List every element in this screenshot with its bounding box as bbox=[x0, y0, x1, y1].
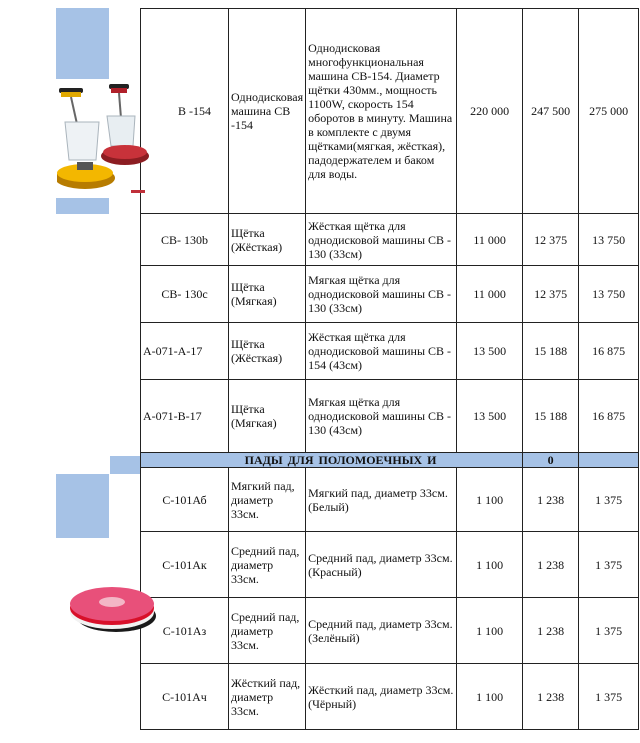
row-price-2: 1 238 bbox=[523, 598, 579, 664]
row-description: Средний пад, диаметр 33см. (Красный) bbox=[306, 532, 457, 598]
row-price-3: 1 375 bbox=[579, 468, 639, 532]
blue-block-small bbox=[56, 198, 109, 214]
row-code: А-071-В-17 bbox=[141, 380, 229, 453]
row-description: Средний пад, диаметр 33см. (Зелёный) bbox=[306, 598, 457, 664]
row-price-1: 11 000 bbox=[457, 266, 523, 323]
row-description: Мягкий пад, диаметр 33см. (Белый) bbox=[306, 468, 457, 532]
row-price-2: 1 238 bbox=[523, 468, 579, 532]
row-description: Мягкая щётка для однодисковой машины СВ - 130 (33см) bbox=[306, 266, 457, 323]
floor-pads-icon bbox=[62, 584, 158, 638]
row-description: Мягкая щётка для однодисковой машины СВ - 130 (43см) bbox=[306, 380, 457, 453]
table-row bbox=[141, 664, 639, 730]
row-name: Щётка (Мягкая) bbox=[229, 380, 306, 453]
floor-machine-icon bbox=[57, 78, 155, 200]
row-code: СВ- 130b bbox=[141, 214, 229, 266]
row-price-2: 15 188 bbox=[523, 380, 579, 453]
row-price-2: 12 375 bbox=[523, 214, 579, 266]
row-price-3: 1 375 bbox=[579, 532, 639, 598]
row-price-3: 16 875 bbox=[579, 323, 639, 380]
row-price-1: 220 000 bbox=[457, 9, 523, 214]
table-row bbox=[141, 468, 639, 532]
section-empty bbox=[579, 453, 639, 468]
blue-block-section-left bbox=[110, 456, 140, 474]
row-price-3: 275 000 bbox=[579, 9, 639, 214]
blue-block-top bbox=[56, 8, 109, 79]
blue-block-pads bbox=[56, 474, 109, 538]
table-row bbox=[141, 380, 639, 453]
row-code: С-101Аз bbox=[141, 598, 229, 664]
row-name: Щётка (Жёсткая) bbox=[229, 323, 306, 380]
row-price-1: 13 500 bbox=[457, 323, 523, 380]
row-description: Жёсткая щётка для однодисковой машины СВ - 154 (43см) bbox=[306, 323, 457, 380]
row-name: Щётка (Жёсткая) bbox=[229, 214, 306, 266]
table-row bbox=[141, 266, 639, 323]
row-price-1: 11 000 bbox=[457, 214, 523, 266]
row-price-1: 1 100 bbox=[457, 598, 523, 664]
row-description: Жёсткий пад, диаметр 33см. (Чёрный) bbox=[306, 664, 457, 730]
row-code: В -154 bbox=[141, 9, 229, 214]
row-price-1: 13 500 bbox=[457, 380, 523, 453]
price-table bbox=[140, 8, 639, 730]
row-name: Жёсткий пад, диаметр 33см. bbox=[229, 664, 306, 730]
row-price-2: 1 238 bbox=[523, 664, 579, 730]
section-header-row bbox=[141, 453, 639, 468]
table-row bbox=[141, 9, 639, 214]
row-price-1: 1 100 bbox=[457, 664, 523, 730]
table-row bbox=[141, 214, 639, 266]
row-code: С-101Аб bbox=[141, 468, 229, 532]
row-price-2: 12 375 bbox=[523, 266, 579, 323]
row-price-1: 1 100 bbox=[457, 532, 523, 598]
row-name: Средний пад, диаметр 33см. bbox=[229, 532, 306, 598]
row-price-2: 1 238 bbox=[523, 532, 579, 598]
row-code: А-071-А-17 bbox=[141, 323, 229, 380]
row-code: СВ- 130с bbox=[141, 266, 229, 323]
row-code: С-101Ач bbox=[141, 664, 229, 730]
row-price-3: 13 750 bbox=[579, 214, 639, 266]
table-row bbox=[141, 598, 639, 664]
row-description: Жёсткая щётка для однодисковой машины СВ - 130 (33см) bbox=[306, 214, 457, 266]
row-description: Однодисковая многофункциональная машина СВ-154. Диаметр щётки 430мм., мощность 1100W, скорость 154 оборотов в минуту. Машина в комплекте с двумя щётками(мягкая, жёсткая), падодержателем и баком для воды. bbox=[306, 9, 457, 214]
row-price-3: 13 750 bbox=[579, 266, 639, 323]
table-row bbox=[141, 532, 639, 598]
row-price-3: 16 875 bbox=[579, 380, 639, 453]
row-name: Мягкий пад, диаметр 33см. bbox=[229, 468, 306, 532]
row-code: С-101Ак bbox=[141, 532, 229, 598]
table-row bbox=[141, 323, 639, 380]
section-value: 0 bbox=[523, 453, 579, 468]
row-price-2: 15 188 bbox=[523, 323, 579, 380]
row-price-3: 1 375 bbox=[579, 598, 639, 664]
row-name: Средний пад, диаметр 33см. bbox=[229, 598, 306, 664]
row-price-1: 1 100 bbox=[457, 468, 523, 532]
row-price-2: 247 500 bbox=[523, 9, 579, 214]
row-price-3: 1 375 bbox=[579, 664, 639, 730]
section-title: ПАДЫ ДЛЯ ПОЛОМОЕЧНЫХ И bbox=[141, 453, 523, 468]
row-name: Щётка (Мягкая) bbox=[229, 266, 306, 323]
row-name: Однодисковая машина СВ -154 bbox=[229, 9, 306, 214]
